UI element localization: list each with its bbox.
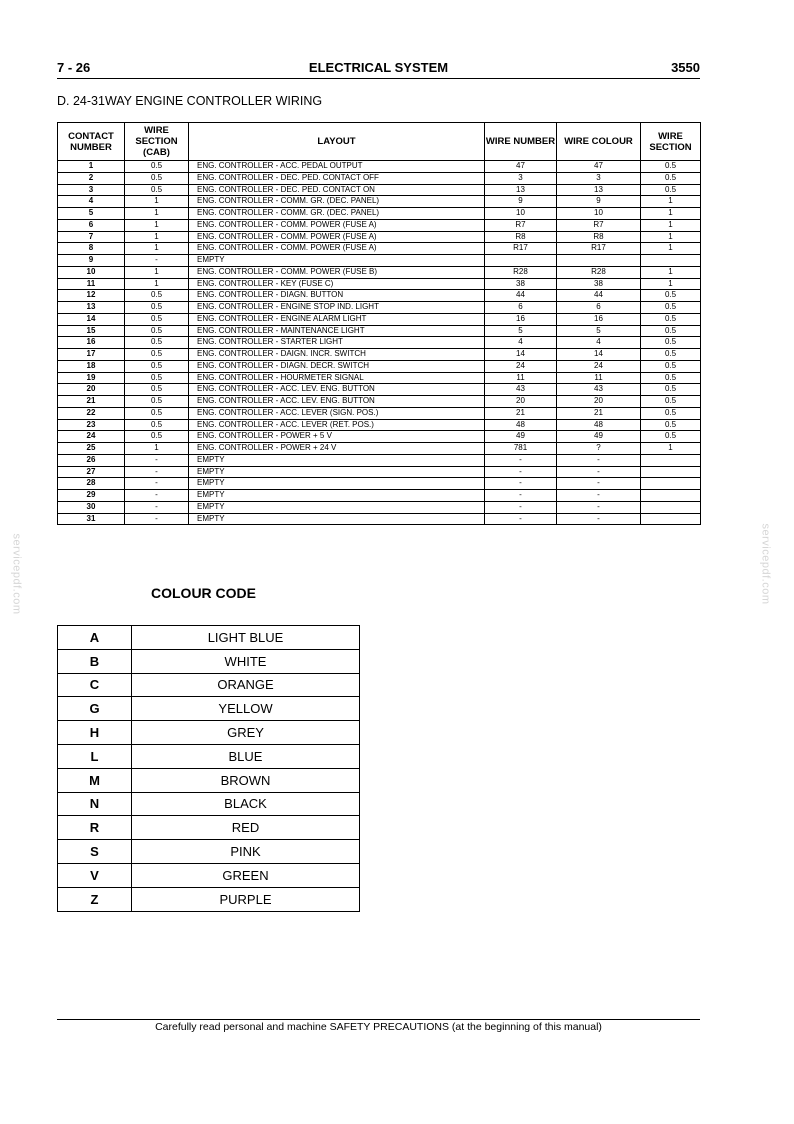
table-row (58, 278, 701, 290)
cell-layout: EMPTY (189, 501, 485, 513)
table-row (58, 419, 701, 431)
cell-layout: ENG. CONTROLLER - COMM. GR. (DEC. PANEL) (189, 196, 485, 208)
cell-wire-section: 0.5 (641, 302, 701, 314)
cell-layout: EMPTY (189, 255, 485, 267)
cell-contact-number: 21 (58, 396, 125, 408)
cell-wire-colour: 24 (557, 360, 641, 372)
colour-code-row (58, 792, 360, 816)
watermark-right: servicepdf.com (759, 523, 772, 605)
table-row (58, 243, 701, 255)
cell-wire-colour: 3 (557, 172, 641, 184)
cell-wire-section: 1 (641, 208, 701, 220)
table-row (58, 266, 701, 278)
cell-layout: EMPTY (189, 466, 485, 478)
cell-contact-number: 29 (58, 490, 125, 502)
cell-contact-number: 28 (58, 478, 125, 490)
colour-code-row (58, 816, 360, 840)
cell-wire-section (641, 454, 701, 466)
cell-contact-number: 16 (58, 337, 125, 349)
colour-code-name: PURPLE (132, 887, 360, 911)
cell-wire-number: 781 (485, 443, 557, 455)
wiring-table-body (58, 161, 701, 525)
cell-wire-colour: 14 (557, 349, 641, 361)
cell-contact-number: 20 (58, 384, 125, 396)
table-row (58, 478, 701, 490)
cell-contact-number: 12 (58, 290, 125, 302)
cell-contact-number: 15 (58, 325, 125, 337)
cell-contact-number: 13 (58, 302, 125, 314)
colour-code-name: ORANGE (132, 673, 360, 697)
cell-wire-number: 20 (485, 396, 557, 408)
cell-wire-number: R7 (485, 219, 557, 231)
cell-layout: ENG. CONTROLLER - POWER + 24 V (189, 443, 485, 455)
table-row (58, 302, 701, 314)
cell-wire-section: 0.5 (641, 172, 701, 184)
cell-wire-number (485, 255, 557, 267)
cell-wire-section-cab: 1 (125, 266, 189, 278)
cell-contact-number: 11 (58, 278, 125, 290)
cell-wire-section: 0.5 (641, 419, 701, 431)
page-number: 7 - 26 (57, 60, 91, 75)
cell-wire-section: 0.5 (641, 325, 701, 337)
table-row (58, 466, 701, 478)
cell-wire-number: 6 (485, 302, 557, 314)
cell-wire-colour: R8 (557, 231, 641, 243)
cell-wire-section-cab: - (125, 255, 189, 267)
cell-wire-number: 43 (485, 384, 557, 396)
colour-code-letter: A (58, 626, 132, 650)
colour-code-name: LIGHT BLUE (132, 626, 360, 650)
cell-wire-section: 0.5 (641, 161, 701, 173)
cell-wire-section-cab: 0.5 (125, 313, 189, 325)
cell-contact-number: 6 (58, 219, 125, 231)
cell-layout: ENG. CONTROLLER - ACC. LEV. ENG. BUTTON (189, 384, 485, 396)
table-row (58, 184, 701, 196)
cell-wire-colour: - (557, 501, 641, 513)
table-row (58, 219, 701, 231)
cell-wire-number: - (485, 490, 557, 502)
cell-wire-colour: 16 (557, 313, 641, 325)
cell-wire-section-cab: 1 (125, 219, 189, 231)
cell-layout: ENG. CONTROLLER - COMM. GR. (DEC. PANEL) (189, 208, 485, 220)
chapter-title: ELECTRICAL SYSTEM (308, 60, 449, 75)
colour-code-body (58, 626, 360, 912)
cell-wire-colour: - (557, 466, 641, 478)
cell-wire-section-cab: 0.5 (125, 396, 189, 408)
cell-layout: ENG. CONTROLLER - KEY (FUSE C) (189, 278, 485, 290)
table-row (58, 290, 701, 302)
cell-contact-number: 4 (58, 196, 125, 208)
table-row (58, 349, 701, 361)
cell-wire-colour: 6 (557, 302, 641, 314)
cell-wire-colour: 47 (557, 161, 641, 173)
colour-code-title: COLOUR CODE (151, 585, 256, 601)
cell-layout: ENG. CONTROLLER - DIAGN. BUTTON (189, 290, 485, 302)
cell-wire-number: 38 (485, 278, 557, 290)
colour-code-letter: G (58, 697, 132, 721)
cell-contact-number: 25 (58, 443, 125, 455)
cell-layout: ENG. CONTROLLER - ACC. LEV. ENG. BUTTON (189, 396, 485, 408)
cell-contact-number: 23 (58, 419, 125, 431)
cell-wire-section-cab: 0.5 (125, 337, 189, 349)
cell-wire-section: 1 (641, 196, 701, 208)
cell-contact-number: 3 (58, 184, 125, 196)
colour-code-letter: S (58, 840, 132, 864)
page-header (57, 58, 700, 78)
table-row (58, 490, 701, 502)
cell-wire-section: 0.5 (641, 396, 701, 408)
cell-wire-colour: - (557, 490, 641, 502)
cell-contact-number: 2 (58, 172, 125, 184)
cell-wire-section-cab: 1 (125, 278, 189, 290)
wiring-table (57, 122, 701, 525)
cell-wire-colour: 13 (557, 184, 641, 196)
cell-layout: ENG. CONTROLLER - ACC. LEVER (SIGN. POS.) (189, 407, 485, 419)
cell-contact-number: 22 (58, 407, 125, 419)
table-row (58, 396, 701, 408)
cell-wire-section: 1 (641, 219, 701, 231)
cell-wire-number: - (485, 466, 557, 478)
cell-wire-section: 1 (641, 231, 701, 243)
cell-wire-colour: 49 (557, 431, 641, 443)
table-row (58, 337, 701, 349)
cell-wire-section-cab: - (125, 454, 189, 466)
cell-wire-colour: 10 (557, 208, 641, 220)
col-header-contact-number: CONTACT NUMBER (58, 123, 125, 161)
cell-layout: ENG. CONTROLLER - COMM. POWER (FUSE A) (189, 219, 485, 231)
cell-contact-number: 10 (58, 266, 125, 278)
cell-contact-number: 24 (58, 431, 125, 443)
colour-code-row (58, 697, 360, 721)
colour-code-row (58, 649, 360, 673)
colour-code-name: WHITE (132, 649, 360, 673)
cell-layout: ENG. CONTROLLER - DIAGN. DECR. SWITCH (189, 360, 485, 372)
cell-wire-section-cab: 0.5 (125, 172, 189, 184)
colour-code-row (58, 673, 360, 697)
col-header-wire-section: WIRE SECTION (641, 123, 701, 161)
cell-wire-colour (557, 255, 641, 267)
footer-rule (57, 1019, 700, 1020)
table-row (58, 360, 701, 372)
section-title: D. 24-31WAY ENGINE CONTROLLER WIRING (57, 94, 323, 108)
wiring-table-header-row (58, 123, 701, 161)
cell-wire-section: 0.5 (641, 360, 701, 372)
cell-wire-section-cab: 0.5 (125, 372, 189, 384)
cell-wire-section (641, 513, 701, 525)
cell-wire-section-cab: - (125, 513, 189, 525)
cell-layout: ENG. CONTROLLER - ACC. LEVER (RET. POS.) (189, 419, 485, 431)
cell-wire-section: 1 (641, 243, 701, 255)
colour-code-row (58, 863, 360, 887)
cell-wire-section-cab: 0.5 (125, 360, 189, 372)
cell-contact-number: 7 (58, 231, 125, 243)
cell-contact-number: 17 (58, 349, 125, 361)
colour-code-row (58, 721, 360, 745)
cell-wire-section-cab: 0.5 (125, 431, 189, 443)
cell-wire-number: R28 (485, 266, 557, 278)
cell-wire-section-cab: 0.5 (125, 161, 189, 173)
table-row (58, 325, 701, 337)
cell-contact-number: 27 (58, 466, 125, 478)
cell-wire-section-cab: 0.5 (125, 407, 189, 419)
cell-layout: ENG. CONTROLLER - HOURMETER SIGNAL (189, 372, 485, 384)
cell-contact-number: 30 (58, 501, 125, 513)
cell-wire-colour: 38 (557, 278, 641, 290)
cell-wire-number: 47 (485, 161, 557, 173)
table-row (58, 372, 701, 384)
table-row (58, 431, 701, 443)
col-header-wire-section-cab: WIRE SECTION (CAB) (125, 123, 189, 161)
colour-code-letter: H (58, 721, 132, 745)
col-header-wire-number: WIRE NUMBER (485, 123, 557, 161)
cell-layout: ENG. CONTROLLER - ENGINE ALARM LIGHT (189, 313, 485, 325)
colour-code-row (58, 744, 360, 768)
table-row (58, 454, 701, 466)
table-row (58, 513, 701, 525)
cell-wire-number: 13 (485, 184, 557, 196)
colour-code-letter: V (58, 863, 132, 887)
table-row (58, 208, 701, 220)
table-row (58, 384, 701, 396)
colour-code-letter: R (58, 816, 132, 840)
cell-wire-colour: - (557, 478, 641, 490)
cell-layout: EMPTY (189, 513, 485, 525)
colour-code-row (58, 768, 360, 792)
colour-code-name: BROWN (132, 768, 360, 792)
cell-wire-number: 11 (485, 372, 557, 384)
colour-code-name: GREEN (132, 863, 360, 887)
cell-wire-number: - (485, 454, 557, 466)
col-header-layout: LAYOUT (189, 123, 485, 161)
cell-wire-section: 0.5 (641, 337, 701, 349)
cell-wire-section-cab: 0.5 (125, 184, 189, 196)
cell-layout: ENG. CONTROLLER - DAIGN. INCR. SWITCH (189, 349, 485, 361)
cell-wire-number: 3 (485, 172, 557, 184)
cell-wire-number: 4 (485, 337, 557, 349)
cell-wire-number: 49 (485, 431, 557, 443)
cell-wire-section: 0.5 (641, 384, 701, 396)
cell-wire-colour: 44 (557, 290, 641, 302)
col-header-wire-colour: WIRE COLOUR (557, 123, 641, 161)
cell-contact-number: 5 (58, 208, 125, 220)
cell-wire-section: 0.5 (641, 184, 701, 196)
table-row (58, 161, 701, 173)
cell-wire-colour: 5 (557, 325, 641, 337)
cell-contact-number: 31 (58, 513, 125, 525)
cell-wire-section-cab: 0.5 (125, 419, 189, 431)
cell-wire-section (641, 490, 701, 502)
cell-wire-colour: 9 (557, 196, 641, 208)
cell-contact-number: 26 (58, 454, 125, 466)
cell-wire-colour: 21 (557, 407, 641, 419)
colour-code-name: PINK (132, 840, 360, 864)
cell-wire-colour: ? (557, 443, 641, 455)
model-number: 3550 (671, 60, 700, 75)
cell-layout: ENG. CONTROLLER - MAINTENANCE LIGHT (189, 325, 485, 337)
cell-wire-colour: - (557, 513, 641, 525)
cell-wire-section (641, 466, 701, 478)
cell-wire-number: 48 (485, 419, 557, 431)
cell-contact-number: 14 (58, 313, 125, 325)
cell-wire-section-cab: 1 (125, 196, 189, 208)
cell-wire-number: - (485, 478, 557, 490)
cell-layout: ENG. CONTROLLER - COMM. POWER (FUSE B) (189, 266, 485, 278)
cell-wire-colour: - (557, 454, 641, 466)
colour-code-letter: N (58, 792, 132, 816)
cell-layout: ENG. CONTROLLER - ACC. PEDAL OUTPUT (189, 161, 485, 173)
cell-contact-number: 9 (58, 255, 125, 267)
cell-wire-section: 0.5 (641, 372, 701, 384)
cell-wire-colour: 48 (557, 419, 641, 431)
cell-wire-section-cab: 0.5 (125, 290, 189, 302)
cell-wire-section (641, 478, 701, 490)
cell-wire-section: 1 (641, 266, 701, 278)
colour-code-letter: B (58, 649, 132, 673)
cell-wire-number: - (485, 513, 557, 525)
table-row (58, 172, 701, 184)
colour-code-name: RED (132, 816, 360, 840)
cell-contact-number: 19 (58, 372, 125, 384)
cell-wire-number: 21 (485, 407, 557, 419)
cell-wire-section-cab: - (125, 501, 189, 513)
cell-wire-colour: 4 (557, 337, 641, 349)
cell-wire-section: 0.5 (641, 349, 701, 361)
cell-wire-colour: R7 (557, 219, 641, 231)
table-row (58, 501, 701, 513)
cell-wire-colour: R17 (557, 243, 641, 255)
colour-code-name: YELLOW (132, 697, 360, 721)
cell-layout: ENG. CONTROLLER - DEC. PED. CONTACT OFF (189, 172, 485, 184)
colour-code-table (57, 625, 360, 912)
cell-wire-number: R17 (485, 243, 557, 255)
cell-layout: ENG. CONTROLLER - ENGINE STOP IND. LIGHT (189, 302, 485, 314)
cell-wire-section-cab: 1 (125, 231, 189, 243)
cell-wire-number: 44 (485, 290, 557, 302)
colour-code-letter: Z (58, 887, 132, 911)
colour-code-name: BLUE (132, 744, 360, 768)
colour-code-row (58, 626, 360, 650)
cell-wire-section-cab: - (125, 490, 189, 502)
cell-wire-section: 1 (641, 443, 701, 455)
cell-wire-section-cab: 0.5 (125, 325, 189, 337)
cell-wire-section-cab: 1 (125, 243, 189, 255)
cell-wire-colour: 20 (557, 396, 641, 408)
cell-wire-colour: 11 (557, 372, 641, 384)
colour-code-letter: L (58, 744, 132, 768)
table-row (58, 313, 701, 325)
cell-wire-section-cab: 0.5 (125, 302, 189, 314)
colour-code-row (58, 840, 360, 864)
cell-layout: ENG. CONTROLLER - POWER + 5 V (189, 431, 485, 443)
cell-wire-section-cab: - (125, 478, 189, 490)
colour-code-letter: M (58, 768, 132, 792)
footer-note: Carefully read personal and machine SAFETY PRECAUTIONS (at the beginning of this manual) (155, 1021, 602, 1033)
cell-wire-section: 0.5 (641, 290, 701, 302)
cell-wire-section-cab: 0.5 (125, 384, 189, 396)
cell-wire-section (641, 255, 701, 267)
cell-wire-number: 10 (485, 208, 557, 220)
cell-layout: EMPTY (189, 490, 485, 502)
cell-wire-number: 14 (485, 349, 557, 361)
header-rule (57, 78, 700, 79)
table-row (58, 196, 701, 208)
colour-code-name: GREY (132, 721, 360, 745)
cell-layout: ENG. CONTROLLER - COMM. POWER (FUSE A) (189, 231, 485, 243)
cell-wire-number: - (485, 501, 557, 513)
cell-wire-section-cab: 0.5 (125, 349, 189, 361)
cell-layout: ENG. CONTROLLER - DEC. PED. CONTACT ON (189, 184, 485, 196)
cell-wire-section-cab: - (125, 466, 189, 478)
cell-contact-number: 1 (58, 161, 125, 173)
cell-layout: EMPTY (189, 478, 485, 490)
table-row (58, 231, 701, 243)
table-row (58, 443, 701, 455)
cell-wire-number: 9 (485, 196, 557, 208)
cell-contact-number: 8 (58, 243, 125, 255)
table-row (58, 255, 701, 267)
watermark-left: servicepdf.com (10, 533, 23, 615)
cell-wire-number: 5 (485, 325, 557, 337)
colour-code-name: BLACK (132, 792, 360, 816)
cell-wire-section (641, 501, 701, 513)
cell-contact-number: 18 (58, 360, 125, 372)
cell-wire-section: 0.5 (641, 313, 701, 325)
cell-wire-section-cab: 1 (125, 443, 189, 455)
cell-layout: ENG. CONTROLLER - STARTER LIGHT (189, 337, 485, 349)
cell-wire-section-cab: 1 (125, 208, 189, 220)
cell-wire-number: 24 (485, 360, 557, 372)
cell-wire-number: R8 (485, 231, 557, 243)
cell-layout: ENG. CONTROLLER - COMM. POWER (FUSE A) (189, 243, 485, 255)
colour-code-letter: C (58, 673, 132, 697)
cell-wire-colour: R28 (557, 266, 641, 278)
cell-wire-section: 0.5 (641, 407, 701, 419)
cell-wire-number: 16 (485, 313, 557, 325)
colour-code-row (58, 887, 360, 911)
table-row (58, 407, 701, 419)
cell-wire-section: 1 (641, 278, 701, 290)
cell-wire-colour: 43 (557, 384, 641, 396)
cell-wire-section: 0.5 (641, 431, 701, 443)
cell-layout: EMPTY (189, 454, 485, 466)
